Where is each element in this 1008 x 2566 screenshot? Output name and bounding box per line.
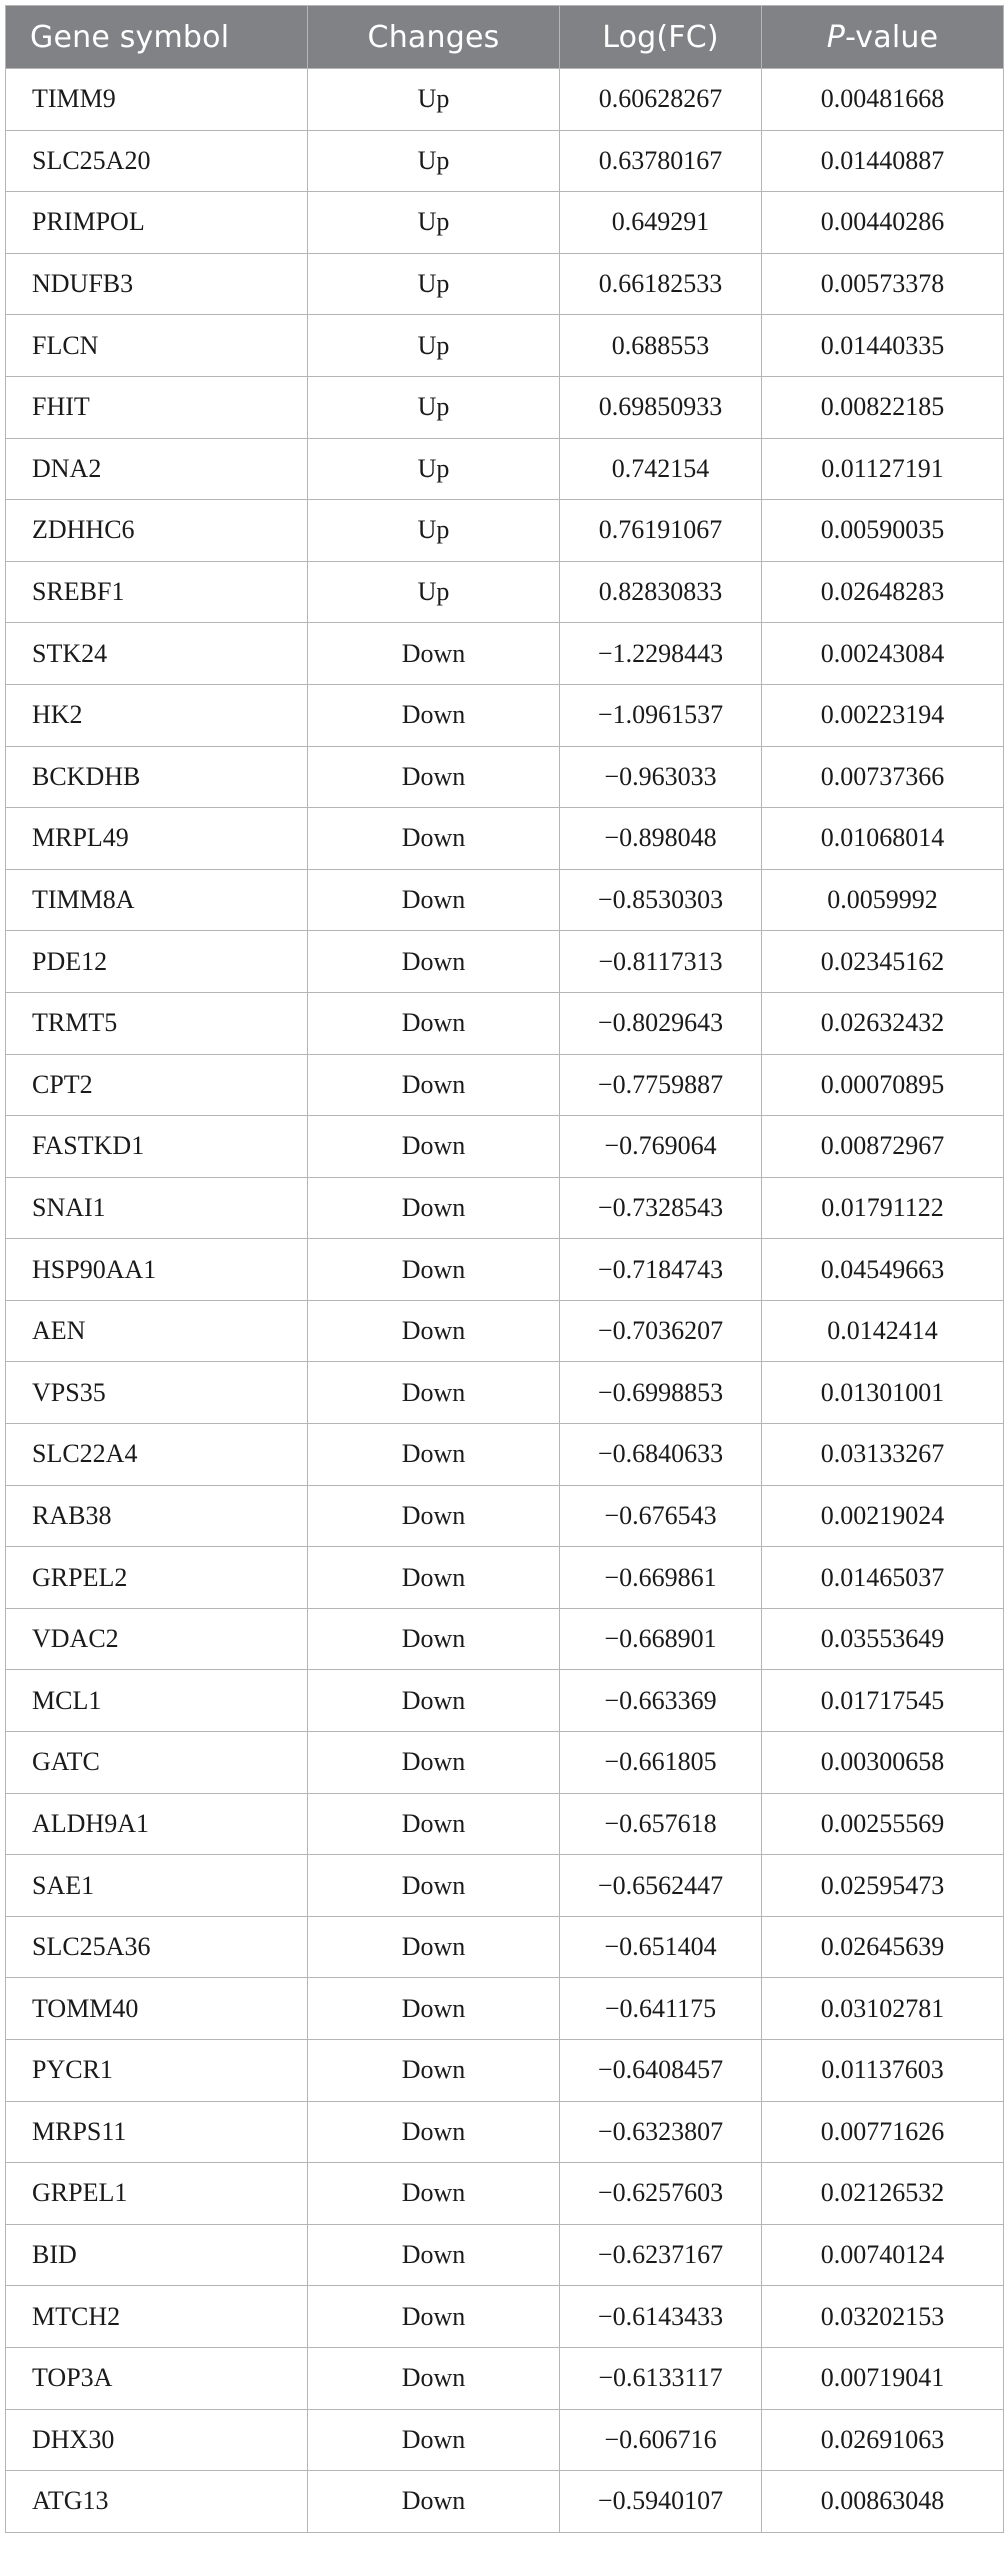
- log-fc-cell: −0.963033: [560, 746, 762, 808]
- change-cell: Down: [308, 2163, 560, 2225]
- change-cell: Up: [308, 315, 560, 377]
- gene-symbol-cell: CPT2: [6, 1054, 308, 1116]
- gene-symbol-cell: MCL1: [6, 1670, 308, 1732]
- change-cell: Down: [308, 1916, 560, 1978]
- table-row: [6, 992, 1004, 1054]
- table-row: [6, 1793, 1004, 1855]
- p-value-cell: 0.00481668: [762, 69, 1004, 131]
- header-p-value: [762, 6, 1004, 69]
- log-fc-cell: −0.8117313: [560, 931, 762, 993]
- change-cell: Down: [308, 1116, 560, 1178]
- log-fc-cell: −0.641175: [560, 1978, 762, 2040]
- table-row: [6, 1978, 1004, 2040]
- change-cell: Up: [308, 130, 560, 192]
- change-cell: Down: [308, 1608, 560, 1670]
- change-cell: Down: [308, 1054, 560, 1116]
- table-row: [6, 253, 1004, 315]
- log-fc-cell: 0.63780167: [560, 130, 762, 192]
- gene-symbol-cell: SREBF1: [6, 561, 308, 623]
- log-fc-cell: −0.769064: [560, 1116, 762, 1178]
- p-value-cell: 0.00070895: [762, 1054, 1004, 1116]
- log-fc-cell: 0.66182533: [560, 253, 762, 315]
- p-value-cell: 0.0142414: [762, 1300, 1004, 1362]
- p-value-cell: 0.00243084: [762, 623, 1004, 685]
- table-row: [6, 1732, 1004, 1794]
- table-row: [6, 746, 1004, 808]
- p-value-cell: 0.00255569: [762, 1793, 1004, 1855]
- table-row: [6, 684, 1004, 746]
- change-cell: Up: [308, 69, 560, 131]
- p-value-cell: 0.03202153: [762, 2286, 1004, 2348]
- change-cell: Down: [308, 931, 560, 993]
- change-cell: Down: [308, 1732, 560, 1794]
- table-row: [6, 808, 1004, 870]
- p-value-cell: 0.00573378: [762, 253, 1004, 315]
- gene-symbol-cell: PRIMPOL: [6, 192, 308, 254]
- change-cell: Up: [308, 376, 560, 438]
- change-cell: Up: [308, 192, 560, 254]
- gene-symbol-cell: ZDHHC6: [6, 500, 308, 562]
- gene-table-container: [5, 5, 1003, 2533]
- table-row: [6, 1855, 1004, 1917]
- change-cell: Down: [308, 2101, 560, 2163]
- header-p-italic: P: [826, 19, 846, 55]
- change-cell: Down: [308, 2409, 560, 2471]
- gene-symbol-cell: PYCR1: [6, 2040, 308, 2102]
- table-row: [6, 2286, 1004, 2348]
- change-cell: Down: [308, 808, 560, 870]
- p-value-cell: 0.01717545: [762, 1670, 1004, 1732]
- table-row: [6, 623, 1004, 685]
- change-cell: Down: [308, 992, 560, 1054]
- gene-symbol-cell: AEN: [6, 1300, 308, 1362]
- table-row: [6, 1239, 1004, 1301]
- table-row: [6, 1177, 1004, 1239]
- table-row: [6, 1300, 1004, 1362]
- gene-symbol-cell: FASTKD1: [6, 1116, 308, 1178]
- change-cell: Down: [308, 1547, 560, 1609]
- table-row: [6, 2040, 1004, 2102]
- gene-symbol-cell: TOP3A: [6, 2347, 308, 2409]
- gene-symbol-cell: PDE12: [6, 931, 308, 993]
- p-value-cell: 0.01791122: [762, 1177, 1004, 1239]
- log-fc-cell: −0.6408457: [560, 2040, 762, 2102]
- p-value-cell: 0.03102781: [762, 1978, 1004, 2040]
- change-cell: Down: [308, 1670, 560, 1732]
- change-cell: Down: [308, 684, 560, 746]
- change-cell: Up: [308, 500, 560, 562]
- gene-symbol-cell: TRMT5: [6, 992, 308, 1054]
- log-fc-cell: −0.669861: [560, 1547, 762, 1609]
- table-row: [6, 2163, 1004, 2225]
- gene-symbol-cell: SLC25A20: [6, 130, 308, 192]
- log-fc-cell: −0.6840633: [560, 1424, 762, 1486]
- p-value-cell: 0.00872967: [762, 1116, 1004, 1178]
- table-row: [6, 1424, 1004, 1486]
- log-fc-cell: −0.8530303: [560, 869, 762, 931]
- log-fc-cell: −0.606716: [560, 2409, 762, 2471]
- change-cell: Down: [308, 1177, 560, 1239]
- p-value-cell: 0.04549663: [762, 1239, 1004, 1301]
- p-value-cell: 0.02645639: [762, 1916, 1004, 1978]
- log-fc-cell: 0.688553: [560, 315, 762, 377]
- change-cell: Down: [308, 1300, 560, 1362]
- table-row: [6, 1916, 1004, 1978]
- log-fc-cell: −0.651404: [560, 1916, 762, 1978]
- table-row: [6, 2224, 1004, 2286]
- log-fc-cell: −0.7328543: [560, 1177, 762, 1239]
- header-changes: Changes: [308, 6, 560, 69]
- log-fc-cell: −0.661805: [560, 1732, 762, 1794]
- change-cell: Down: [308, 746, 560, 808]
- log-fc-cell: −1.0961537: [560, 684, 762, 746]
- gene-expression-table: [5, 5, 1004, 2533]
- gene-symbol-cell: ATG13: [6, 2471, 308, 2533]
- table-row: [6, 376, 1004, 438]
- gene-symbol-cell: SNAI1: [6, 1177, 308, 1239]
- gene-symbol-cell: GRPEL2: [6, 1547, 308, 1609]
- change-cell: Down: [308, 1793, 560, 1855]
- table-row: [6, 931, 1004, 993]
- change-cell: Down: [308, 1485, 560, 1547]
- table-row: [6, 315, 1004, 377]
- gene-symbol-cell: DNA2: [6, 438, 308, 500]
- p-value-cell: 0.03133267: [762, 1424, 1004, 1486]
- change-cell: Down: [308, 2347, 560, 2409]
- table-row: [6, 2347, 1004, 2409]
- change-cell: Down: [308, 1239, 560, 1301]
- change-cell: Down: [308, 1978, 560, 2040]
- gene-symbol-cell: HK2: [6, 684, 308, 746]
- log-fc-cell: −0.8029643: [560, 992, 762, 1054]
- log-fc-cell: 0.742154: [560, 438, 762, 500]
- p-value-cell: 0.02345162: [762, 931, 1004, 993]
- log-fc-cell: −0.663369: [560, 1670, 762, 1732]
- table-row: [6, 1547, 1004, 1609]
- p-value-cell: 0.02691063: [762, 2409, 1004, 2471]
- gene-symbol-cell: HSP90AA1: [6, 1239, 308, 1301]
- gene-symbol-cell: VPS35: [6, 1362, 308, 1424]
- gene-symbol-cell: FLCN: [6, 315, 308, 377]
- gene-symbol-cell: BID: [6, 2224, 308, 2286]
- gene-symbol-cell: MRPS11: [6, 2101, 308, 2163]
- log-fc-cell: −0.6323807: [560, 2101, 762, 2163]
- p-value-cell: 0.00590035: [762, 500, 1004, 562]
- change-cell: Up: [308, 438, 560, 500]
- log-fc-cell: −0.7184743: [560, 1239, 762, 1301]
- p-value-cell: 0.01068014: [762, 808, 1004, 870]
- change-cell: Down: [308, 869, 560, 931]
- p-value-cell: 0.0059992: [762, 869, 1004, 931]
- change-cell: Down: [308, 2224, 560, 2286]
- table-row: [6, 438, 1004, 500]
- p-value-cell: 0.01127191: [762, 438, 1004, 500]
- gene-symbol-cell: TIMM9: [6, 69, 308, 131]
- change-cell: Down: [308, 623, 560, 685]
- p-value-cell: 0.00219024: [762, 1485, 1004, 1547]
- table-row: [6, 69, 1004, 131]
- gene-symbol-cell: MRPL49: [6, 808, 308, 870]
- table-row: [6, 1054, 1004, 1116]
- log-fc-cell: −0.6133117: [560, 2347, 762, 2409]
- p-value-cell: 0.02632432: [762, 992, 1004, 1054]
- table-header: [6, 6, 1004, 69]
- table-row: [6, 1362, 1004, 1424]
- p-value-cell: 0.00863048: [762, 2471, 1004, 2533]
- header-row: [6, 6, 1004, 69]
- p-value-cell: 0.00740124: [762, 2224, 1004, 2286]
- p-value-cell: 0.01137603: [762, 2040, 1004, 2102]
- gene-symbol-cell: GRPEL1: [6, 2163, 308, 2225]
- gene-symbol-cell: BCKDHB: [6, 746, 308, 808]
- log-fc-cell: −0.6257603: [560, 2163, 762, 2225]
- log-fc-cell: −0.898048: [560, 808, 762, 870]
- p-value-cell: 0.02595473: [762, 1855, 1004, 1917]
- p-value-cell: 0.00771626: [762, 2101, 1004, 2163]
- log-fc-cell: 0.60628267: [560, 69, 762, 131]
- log-fc-cell: −0.676543: [560, 1485, 762, 1547]
- table-row: [6, 2471, 1004, 2533]
- log-fc-cell: −0.6562447: [560, 1855, 762, 1917]
- p-value-cell: 0.00223194: [762, 684, 1004, 746]
- change-cell: Down: [308, 2286, 560, 2348]
- log-fc-cell: −0.7759887: [560, 1054, 762, 1116]
- table-row: [6, 130, 1004, 192]
- table-row: [6, 1116, 1004, 1178]
- change-cell: Up: [308, 561, 560, 623]
- log-fc-cell: −0.657618: [560, 1793, 762, 1855]
- p-value-cell: 0.02648283: [762, 561, 1004, 623]
- gene-symbol-cell: SAE1: [6, 1855, 308, 1917]
- log-fc-cell: −0.6237167: [560, 2224, 762, 2286]
- table-row: [6, 1608, 1004, 1670]
- gene-symbol-cell: GATC: [6, 1732, 308, 1794]
- header-gene-symbol: Gene symbol: [6, 6, 308, 69]
- gene-symbol-cell: VDAC2: [6, 1608, 308, 1670]
- table-row: [6, 500, 1004, 562]
- table-body: [6, 69, 1004, 2533]
- log-fc-cell: −1.2298443: [560, 623, 762, 685]
- log-fc-cell: −0.668901: [560, 1608, 762, 1670]
- p-value-cell: 0.03553649: [762, 1608, 1004, 1670]
- gene-symbol-cell: FHIT: [6, 376, 308, 438]
- p-value-cell: 0.00440286: [762, 192, 1004, 254]
- table-row: [6, 561, 1004, 623]
- log-fc-cell: −0.5940107: [560, 2471, 762, 2533]
- change-cell: Down: [308, 1424, 560, 1486]
- p-value-cell: 0.01465037: [762, 1547, 1004, 1609]
- change-cell: Down: [308, 1855, 560, 1917]
- log-fc-cell: 0.76191067: [560, 500, 762, 562]
- p-value-cell: 0.01440887: [762, 130, 1004, 192]
- log-fc-cell: −0.6998853: [560, 1362, 762, 1424]
- p-value-cell: 0.02126532: [762, 2163, 1004, 2225]
- change-cell: Down: [308, 2040, 560, 2102]
- gene-symbol-cell: RAB38: [6, 1485, 308, 1547]
- header-p-rest: -value: [845, 19, 939, 55]
- p-value-cell: 0.01440335: [762, 315, 1004, 377]
- gene-symbol-cell: SLC25A36: [6, 1916, 308, 1978]
- table-row: [6, 192, 1004, 254]
- table-row: [6, 1670, 1004, 1732]
- table-row: [6, 2409, 1004, 2471]
- table-row: [6, 2101, 1004, 2163]
- table-row: [6, 869, 1004, 931]
- gene-symbol-cell: MTCH2: [6, 2286, 308, 2348]
- log-fc-cell: −0.7036207: [560, 1300, 762, 1362]
- p-value-cell: 0.00300658: [762, 1732, 1004, 1794]
- log-fc-cell: −0.6143433: [560, 2286, 762, 2348]
- change-cell: Down: [308, 1362, 560, 1424]
- gene-symbol-cell: DHX30: [6, 2409, 308, 2471]
- header-log-fc: Log(FC): [560, 6, 762, 69]
- change-cell: Down: [308, 2471, 560, 2533]
- gene-symbol-cell: TOMM40: [6, 1978, 308, 2040]
- change-cell: Up: [308, 253, 560, 315]
- p-value-cell: 0.00737366: [762, 746, 1004, 808]
- log-fc-cell: 0.82830833: [560, 561, 762, 623]
- gene-symbol-cell: ALDH9A1: [6, 1793, 308, 1855]
- table-row: [6, 1485, 1004, 1547]
- p-value-cell: 0.01301001: [762, 1362, 1004, 1424]
- log-fc-cell: 0.649291: [560, 192, 762, 254]
- gene-symbol-cell: SLC22A4: [6, 1424, 308, 1486]
- gene-symbol-cell: STK24: [6, 623, 308, 685]
- gene-symbol-cell: NDUFB3: [6, 253, 308, 315]
- p-value-cell: 0.00719041: [762, 2347, 1004, 2409]
- p-value-cell: 0.00822185: [762, 376, 1004, 438]
- gene-symbol-cell: TIMM8A: [6, 869, 308, 931]
- log-fc-cell: 0.69850933: [560, 376, 762, 438]
